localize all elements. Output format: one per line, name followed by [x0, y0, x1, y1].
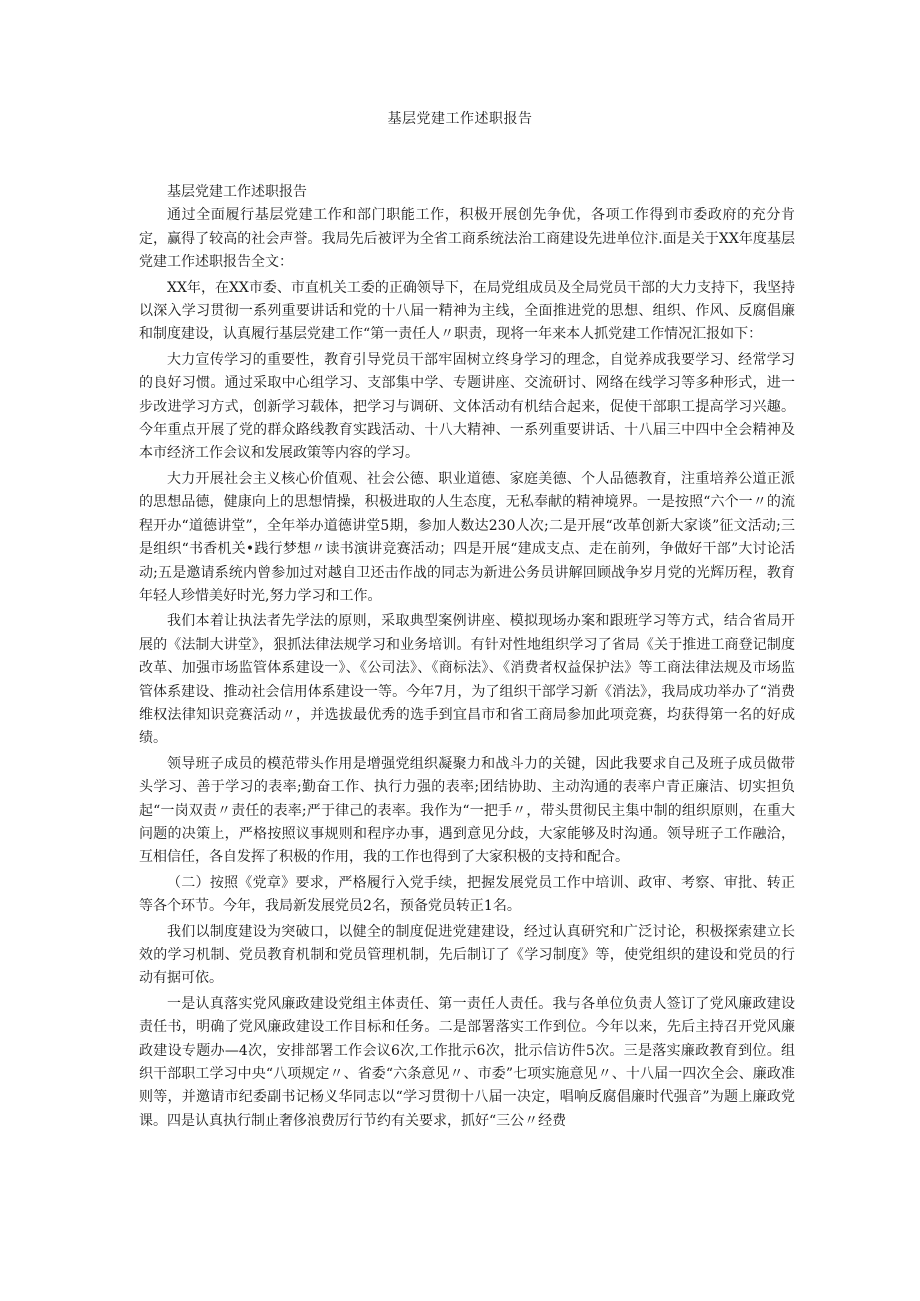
paragraph-overview: XX年，在XX市委、市直机关工委的正确领导下，在局党组成员及全局党员干部的大力支持下，我坚持以深入学习贯彻一系列重要讲话和党的十八届一精神为主线，全面推进党的思想、组织、作风、反腐倡廉和制度建设，认真履行基层党建工作“第一责任人〃职责，现将一年来本人抓党建工作情况汇报如下：: [139, 279, 795, 343]
paragraph-party-members: （二）按照《党章》要求，严格履行入党手续，把握发展党员工作中培训、政审、考察、审批、转正等各个环节。今年，我局新发展党员2名，预备党员转正1名。: [139, 874, 795, 915]
page-title: 基层党建工作述职报告: [387, 111, 533, 127]
paragraph-integrity: 一是认真落实党风廉政建设党组主体责任、第一责任人责任。我与各单位负责人签订了党风廉政建设责任书，明确了党风廉政建设工作目标和任务。二是部署落实工作到位。今年以来，先后主持召开党风廉政建设专题办—4次，安排部署工作会议6次,工作批示6次，批示信访件5次。三是落实廉政教育到位。组织干部职工学习中央“八项规定〃、省委“六条意见〃、市委”七项实施意见〃、十八届一四次全会、廉政准则等，并邀请市纪委副书记杨义华同志以“学习贯彻十八届一决定，唱响反腐倡廉时代强音”为题上廉政党课。四是认真执行制止奢侈浪费厉行节约有关要求，抓好“三公〃经费: [139, 995, 795, 1129]
paragraph-values: 大力开展社会主义核心价值观、社会公德、职业道德、家庭美德、个人品德教育，注重培养公道正派的思想品德，健康向上的思想情操，积极进取的人生态度，无私奉献的精神境界。一是按照“六个一〃的流程开办“道德讲堂”，全年举办道德讲堂5期，参加人数达230人次;二是开展“改革创新大家谈”征文活动;三是组织“书香机关•践行梦想〃读书演讲竞赛活动；四是开展“建成支点、走在前列，争做好干部”大讨论活动;五是邀请系统内曾参加过对越自卫还击作战的同志为新进公务员讲解回顾战争岁月党的光辉历程，教育年轻人珍惜美好时光,努力学习和工作。: [139, 470, 795, 604]
paragraph-law-study: 我们本着让执法者先学法的原则，采取典型案例讲座、模拟现场办案和跟班学习等方式，结合省局开展的《法制大讲堂》，狠抓法律法规学习和业务培训。有针对性地组织学习了省局《关于推进工商登记制度改革、加强市场监管体系建设一》、《公司法》、《商标法》、《消费者权益保护法》等工商法律法规及市场监管体系建设、推动社会信用体系建设一等。今年7月，为了组织干部学习新《消法》，我局成功举办了“消费维权法律知识竞赛活动〃，并选拔最优秀的选手到宜昌市和省工商局参加此项竞赛，均获得第一名的好成绩。: [139, 613, 795, 747]
paragraph-leadership: 领导班子成员的模范带头作用是增强党组织凝聚力和战斗力的关键，因此我要求自己及班子成员做带头学习、善于学习的表率;勤奋工作、执行力强的表率;团结协助、主动沟通的表率户青正廉洁、切实担负起“一岗双责〃责任的表率;严于律己的表率。我作为“一把手〃，带头贯彻民主集中制的组织原则，在重大问题的决策上，严格按照议事规则和程序办事，遇到意见分歧，大家能够及时沟通。领导班子工作融洽，互相信任，各自发挥了积极的作用，我的工作也得到了大家积极的支持和配合。: [139, 755, 795, 866]
document-body: [139, 181, 795, 1135]
paragraph-institutions: 我们以制度建设为突破口，以健全的制度促进党建建设，经过认真研究和广泛讨论，积极探索建立长效的学习机制、党员教育机制和党员管理机制，先后制订了《学习制度》等，使党组织的建设和党员的行动有据可依。: [139, 923, 795, 987]
paragraph-study: 大力宣传学习的重要性，教育引导党员干部牢固树立终身学习的理念，自觉养成我要学习、经常学习的良好习惯。通过采取中心组学习、支部集中学、专题讲座、交流研讨、网络在线学习等多种形式，进一步改进学习方式，创新学习载体，把学习与调研、文体活动有机结合起来，促使干部职工提高学习兴趣。今年重点开展了党的群众路线教育实践活动、十八大精神、一系列重要讲话、十八届三中四中全会精神及本市经济工作会议和发展政策等内容的学习。: [139, 351, 795, 462]
paragraph-intro: 通过全面履行基层党建工作和部门职能工作，积极开展创先争优，各项工作得到市委政府的充分肯定，赢得了较高的社会声誉。我局先后被评为全省工商系统法治工商建设先进单位汴.面是关于XX年度基层党建工作述职报告全文：: [139, 207, 795, 271]
section-heading: 基层党建工作述职报告: [167, 184, 307, 200]
